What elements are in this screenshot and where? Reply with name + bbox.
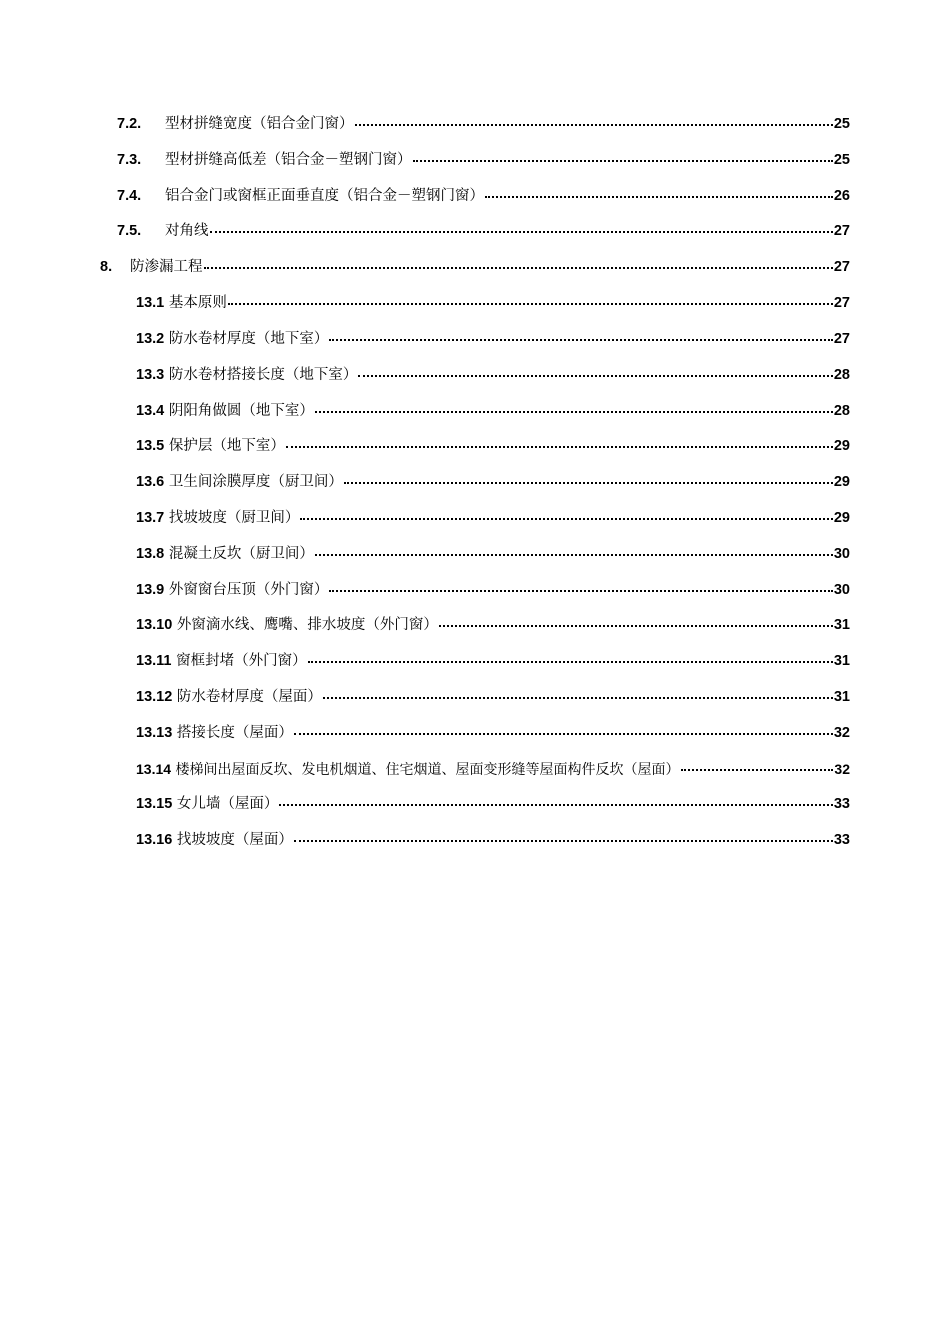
- toc-entry-page: 27: [833, 223, 850, 239]
- toc-dot-leader: [308, 660, 833, 663]
- toc-entry-page: 26: [833, 188, 850, 204]
- toc-entry-number: 13.8: [136, 546, 165, 562]
- toc-entry[interactable]: [136, 327, 850, 351]
- toc-entry-number: 13.5: [136, 438, 165, 454]
- toc-entry-number: 7.5.: [117, 223, 142, 239]
- toc-entry-page: 32: [833, 725, 850, 741]
- toc-entry-page: 25: [833, 116, 850, 132]
- toc-entry-title: 型材拼缝高低差（铝合金－塑钢门窗）: [165, 152, 412, 168]
- toc-entry-title: 搭接长度（屋面）: [176, 725, 293, 741]
- toc-entry-page: 27: [833, 295, 850, 311]
- toc-entry[interactable]: [136, 363, 850, 387]
- toc-entry-number: 8.: [100, 259, 113, 275]
- toc-dot-leader: [355, 123, 833, 126]
- toc-entry-title: 基本原则: [168, 295, 227, 311]
- toc-entry-title: 找坡坡度（屋面）: [176, 832, 293, 848]
- toc-entry-title: 找坡坡度（厨卫间）: [168, 510, 300, 526]
- toc-dot-leader: [228, 302, 833, 305]
- toc-dot-leader: [358, 374, 833, 377]
- toc-dot-leader: [344, 481, 833, 484]
- toc-dot-leader: [323, 696, 833, 699]
- toc-entry-page: 33: [833, 796, 850, 812]
- toc-entry-number: 13.15: [136, 796, 173, 812]
- toc-entry-number: 7.4.: [117, 188, 142, 204]
- toc-entry-title: 保护层（地下室）: [168, 438, 285, 454]
- toc-entry-number: 13.3: [136, 367, 165, 383]
- toc-entry[interactable]: [117, 219, 850, 243]
- toc-entry-title: 防水卷材厚度（屋面）: [176, 689, 322, 705]
- toc-entry-number: 13.9: [136, 582, 165, 598]
- toc-dot-leader: [413, 159, 833, 162]
- toc-entry[interactable]: [117, 112, 850, 136]
- toc-dot-leader: [294, 732, 833, 735]
- toc-entry[interactable]: [136, 685, 850, 709]
- toc-dot-leader: [210, 230, 833, 233]
- toc-entry[interactable]: [136, 721, 850, 745]
- toc-entry-number: 13.14: [136, 761, 172, 777]
- toc-entry-number: 13.16: [136, 832, 173, 848]
- toc-entry-title: 外窗滴水线、鹰嘴、排水坡度（外门窗）: [176, 617, 438, 633]
- toc-entry[interactable]: [136, 399, 850, 423]
- toc-entry[interactable]: [136, 542, 850, 566]
- toc-entry[interactable]: [100, 255, 850, 279]
- toc-entry-title: 女儿墙（屋面）: [176, 796, 279, 812]
- toc-dot-leader: [279, 803, 832, 806]
- toc-entry[interactable]: [136, 792, 850, 816]
- toc-entry-number: 13.6: [136, 474, 165, 490]
- toc-entry[interactable]: [136, 291, 850, 315]
- toc-dot-leader: [286, 445, 833, 448]
- toc-entry-title: 窗框封堵（外门窗）: [176, 653, 307, 669]
- toc-dot-leader: [315, 410, 833, 413]
- toc-entry-number: 13.1: [136, 295, 165, 311]
- toc-entry-page: 25: [833, 152, 850, 168]
- toc-entry-number: 13.10: [136, 617, 173, 633]
- toc-entry-title: 铝合金门或窗框正面垂直度（铝合金－塑钢门窗）: [165, 188, 484, 204]
- toc-entry[interactable]: [136, 506, 850, 530]
- toc-entry[interactable]: [117, 148, 850, 172]
- toc-entry-title: 防水卷材厚度（地下室）: [168, 331, 329, 347]
- toc-entry-number: 13.4: [136, 403, 165, 419]
- toc-entry-page: 27: [833, 331, 850, 347]
- toc-entry-number: 13.2: [136, 331, 165, 347]
- toc-entry-number: 13.7: [136, 510, 165, 526]
- toc-dot-leader: [204, 266, 833, 269]
- toc-entry[interactable]: [136, 613, 850, 637]
- toc-dot-leader: [485, 195, 833, 198]
- toc-entry-title: 防渗漏工程: [130, 259, 203, 275]
- toc-entry-page: 29: [833, 510, 850, 526]
- toc-dot-leader: [329, 338, 833, 341]
- toc-dot-leader: [329, 589, 833, 592]
- toc-entry-page: 27: [833, 259, 850, 275]
- toc-entry-title: 混凝土反坎（厨卫间）: [168, 546, 314, 562]
- toc-entry-number: 7.2.: [117, 116, 142, 132]
- toc-dot-leader: [300, 517, 833, 520]
- toc-dot-leader: [681, 768, 834, 771]
- toc-entry[interactable]: [136, 828, 850, 852]
- toc-entry-page: 29: [833, 438, 850, 454]
- toc-entry-page: 30: [833, 582, 850, 598]
- toc-entry-page: 33: [833, 832, 850, 848]
- toc-entry-page: 29: [833, 474, 850, 490]
- toc-dot-leader: [294, 839, 833, 842]
- toc-entry-page: 31: [833, 653, 850, 669]
- toc-entry-number: 7.3.: [117, 152, 142, 168]
- toc-entry[interactable]: [136, 434, 850, 458]
- toc-entry-page: 31: [833, 689, 850, 705]
- toc-entry[interactable]: [117, 184, 850, 208]
- toc-entry-title: 楼梯间出屋面反坎、发电机烟道、住宅烟道、屋面变形缝等屋面构件反坎（屋面）: [175, 762, 680, 778]
- toc-entry[interactable]: [136, 757, 850, 781]
- toc-entry-title: 外窗窗台压顶（外门窗）: [168, 582, 329, 598]
- toc-dot-leader: [439, 624, 833, 627]
- toc-entry-number: 13.12: [136, 689, 173, 705]
- toc-entry-title: 对角线: [165, 223, 209, 239]
- toc-entry-page: 28: [833, 403, 850, 419]
- toc-entry-title: 防水卷材搭接长度（地下室）: [168, 367, 358, 383]
- toc-entry[interactable]: [136, 578, 850, 602]
- toc-entry[interactable]: [136, 470, 850, 494]
- toc-entry[interactable]: [136, 649, 850, 673]
- toc-entry-page: 32: [834, 761, 850, 777]
- toc-entry-number: 13.13: [136, 725, 173, 741]
- toc-entry-page: 31: [833, 617, 850, 633]
- toc-entry-title: 阴阳角做圆（地下室）: [168, 403, 314, 419]
- toc-entry-title: 型材拼缝宽度（铝合金门窗）: [165, 116, 354, 132]
- toc-entry-number: 13.11: [136, 653, 172, 669]
- toc-dot-leader: [315, 553, 833, 556]
- toc-entry-page: 28: [833, 367, 850, 383]
- toc-entry-page: 30: [833, 546, 850, 562]
- toc-entry-title: 卫生间涂膜厚度（厨卫间）: [168, 474, 343, 490]
